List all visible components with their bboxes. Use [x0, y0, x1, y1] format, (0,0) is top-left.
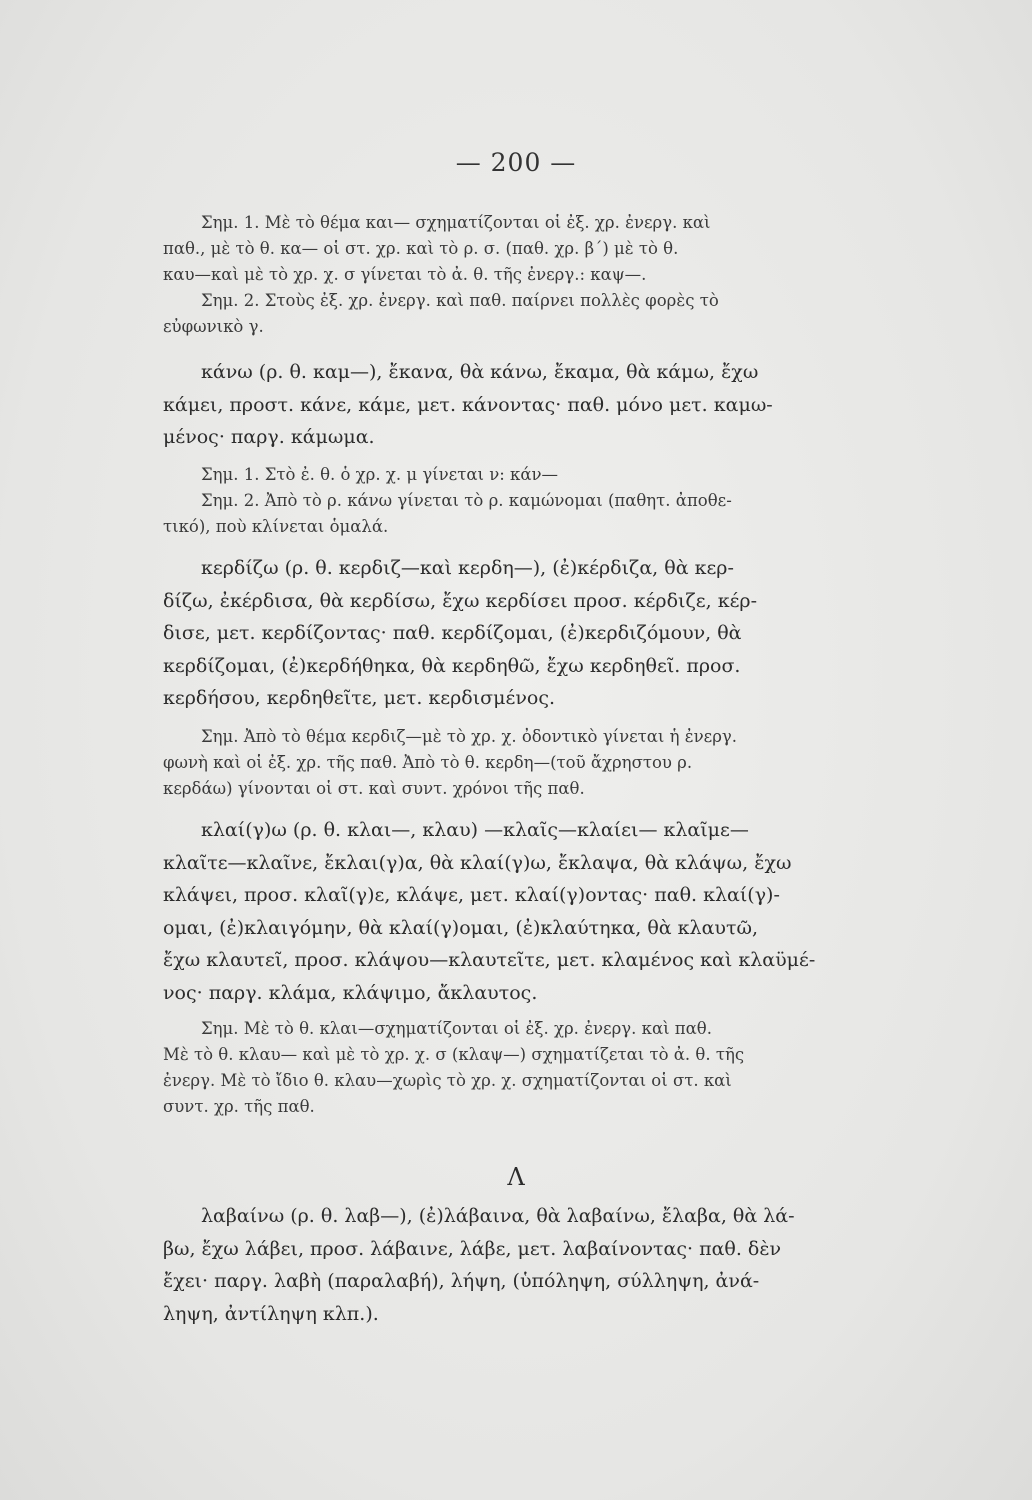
note-block-klaio [163, 1016, 918, 1120]
entry-line: βω, ἔχω λάβει, προσ. λάβαινε, λάβε, μετ. λαβαίνοντας· παθ. δὲν [163, 1237, 782, 1260]
entry-line: δισε, μετ. κερδίζοντας· παθ. κερδίζομαι, (ἐ)κερδιζόμουν, θὰ [163, 622, 742, 644]
note-line: κερδάω) γίνονται οἱ στ. καὶ συντ. χρόνοι τῆς παθ. [163, 779, 585, 798]
note-line: τικό), ποὺ κλίνεται ὁμαλά. [163, 517, 389, 536]
note-line: Σημ. Ἀπὸ τὸ θέμα κερδιζ—μὲ τὸ χρ. χ. ὀδοντικὸ γίνεται ἡ ἐνεργ. [201, 727, 738, 746]
note-line: Σημ. 1. Στὸ ἐ. θ. ὁ χρ. χ. μ γίνεται ν: κάν— [201, 465, 559, 484]
entry-line: δίζω, ἐκέρδισα, θὰ κερδίσω, ἔχω κερδίσει προσ. κέρδιζε, κέρ- [163, 589, 758, 612]
entry-line: κερδήσου, κερδηθεῖτε, μετ. κερδισμένος. [163, 687, 556, 709]
note-line: ἐνεργ. Μὲ τὸ ἴδιο θ. κλαυ—χωρὶς τὸ χρ. χ. σχηματίζονται οἱ στ. καὶ [163, 1071, 732, 1090]
entry-line: λαβαίνω (ρ. θ. λαβ—), (ἐ)λάβαινα, θὰ λαβαίνω, ἔλαβα, θὰ λά- [201, 1205, 795, 1227]
note-line: Σημ. 1. Μὲ τὸ θέμα και— σχηματίζονται οἱ ἐξ. χρ. ἐνεργ. καὶ [201, 213, 711, 232]
note-block-kerdizo [163, 724, 918, 802]
note-line: συντ. χρ. τῆς παθ. [163, 1097, 315, 1116]
entry-line: κλαῖτε—κλαῖνε, ἔκλαι(γ)α, θὰ κλαί(γ)ω, ἔκλαψα, θὰ κλάψω, ἔχω [163, 851, 792, 874]
entry-kerdizo [163, 552, 918, 715]
entry-line: ἔχει· παργ. λαβὴ (παραλαβή), λήψη, (ὑπόληψη, σύλληψη, ἀνά- [163, 1270, 760, 1292]
note-block-kai [163, 210, 918, 340]
entry-line: ομαι, (ἐ)κλαιγόμην, θὰ κλαί(γ)ομαι, (ἐ)κλαύτηκα, θὰ κλαυτῶ, [163, 916, 759, 939]
entry-line: κάμει, προστ. κάνε, κάμε, μετ. κάνοντας· παθ. μόνο μετ. καμω- [163, 393, 773, 416]
note-line: Μὲ τὸ θ. κλαυ— καὶ μὲ τὸ χρ. χ. σ (κλαψ—) σχηματίζεται τὸ ἀ. θ. τῆς [163, 1045, 745, 1064]
section-letter: Λ [507, 1163, 525, 1191]
note-line: Σημ. 2. Στοὺς ἐξ. χρ. ἐνεργ. καὶ παθ. παίρνει πολλὲς φορὲς τὸ [201, 291, 719, 310]
note-line: εὐφωνικὸ γ. [163, 317, 264, 336]
entry-kano [163, 356, 918, 454]
note-line: παθ., μὲ τὸ θ. κα— οἱ στ. χρ. καὶ τὸ ρ. σ. (παθ. χρ. β΄) μὲ τὸ θ. [163, 239, 679, 258]
note-line: Σημ. Μὲ τὸ θ. κλαι—σχηματίζονται οἱ ἐξ. χρ. ἐνεργ. καὶ παθ. [201, 1019, 712, 1038]
entry-line: κερδίζομαι, (ἐ)κερδήθηκα, θὰ κερδηθῶ, ἔχω κερδηθεῖ. προσ. [163, 654, 741, 677]
note-block-kano [163, 462, 918, 540]
entry-line: κάνω (ρ. θ. καμ—), ἔκανα, θὰ κάνω, ἔκαμα, θὰ κάμω, ἔχω [201, 361, 759, 383]
entry-lavaino [163, 1200, 918, 1330]
page-number: — 200 — [455, 148, 577, 177]
entry-line: κλαί(γ)ω (ρ. θ. κλαι—, κλαυ) —κλαῖς—κλαίει— κλαῖμε— [201, 819, 749, 841]
entry-line: κερδίζω (ρ. θ. κερδιζ—καὶ κερδη—), (ἐ)κέρδιζα, θὰ κερ- [201, 557, 734, 579]
note-line: καυ—καὶ μὲ τὸ χρ. χ. σ γίνεται τὸ ἀ. θ. τῆς ἐνεργ.: καψ—. [163, 265, 647, 284]
entry-line: ληψη, ἀντίληψη κλπ.). [163, 1302, 379, 1325]
note-line: φωνὴ καὶ οἱ ἐξ. χρ. τῆς παθ. Ἀπὸ τὸ θ. κερδη—(τοῦ ἄχρηστου ρ. [163, 753, 693, 772]
note-line: Σημ. 2. Ἀπὸ τὸ ρ. κάνω γίνεται τὸ ρ. καμώνομαι (παθητ. ἀποθε- [201, 491, 732, 510]
entry-line: νος· παργ. κλάμα, κλάψιμο, ἄκλαυτος. [163, 981, 538, 1004]
entry-line: ἔχω κλαυτεῖ, προσ. κλάψου—κλαυτεῖτε, μετ. κλαμένος καὶ κλαϋμέ- [163, 949, 816, 971]
entry-line: μένος· παργ. κάμωμα. [163, 426, 375, 448]
entry-line: κλάψει, προσ. κλαῖ(γ)ε, κλάψε, μετ. κλαί(γ)οντας· παθ. κλαί(γ)- [163, 884, 780, 906]
entry-klaio [163, 814, 918, 1009]
